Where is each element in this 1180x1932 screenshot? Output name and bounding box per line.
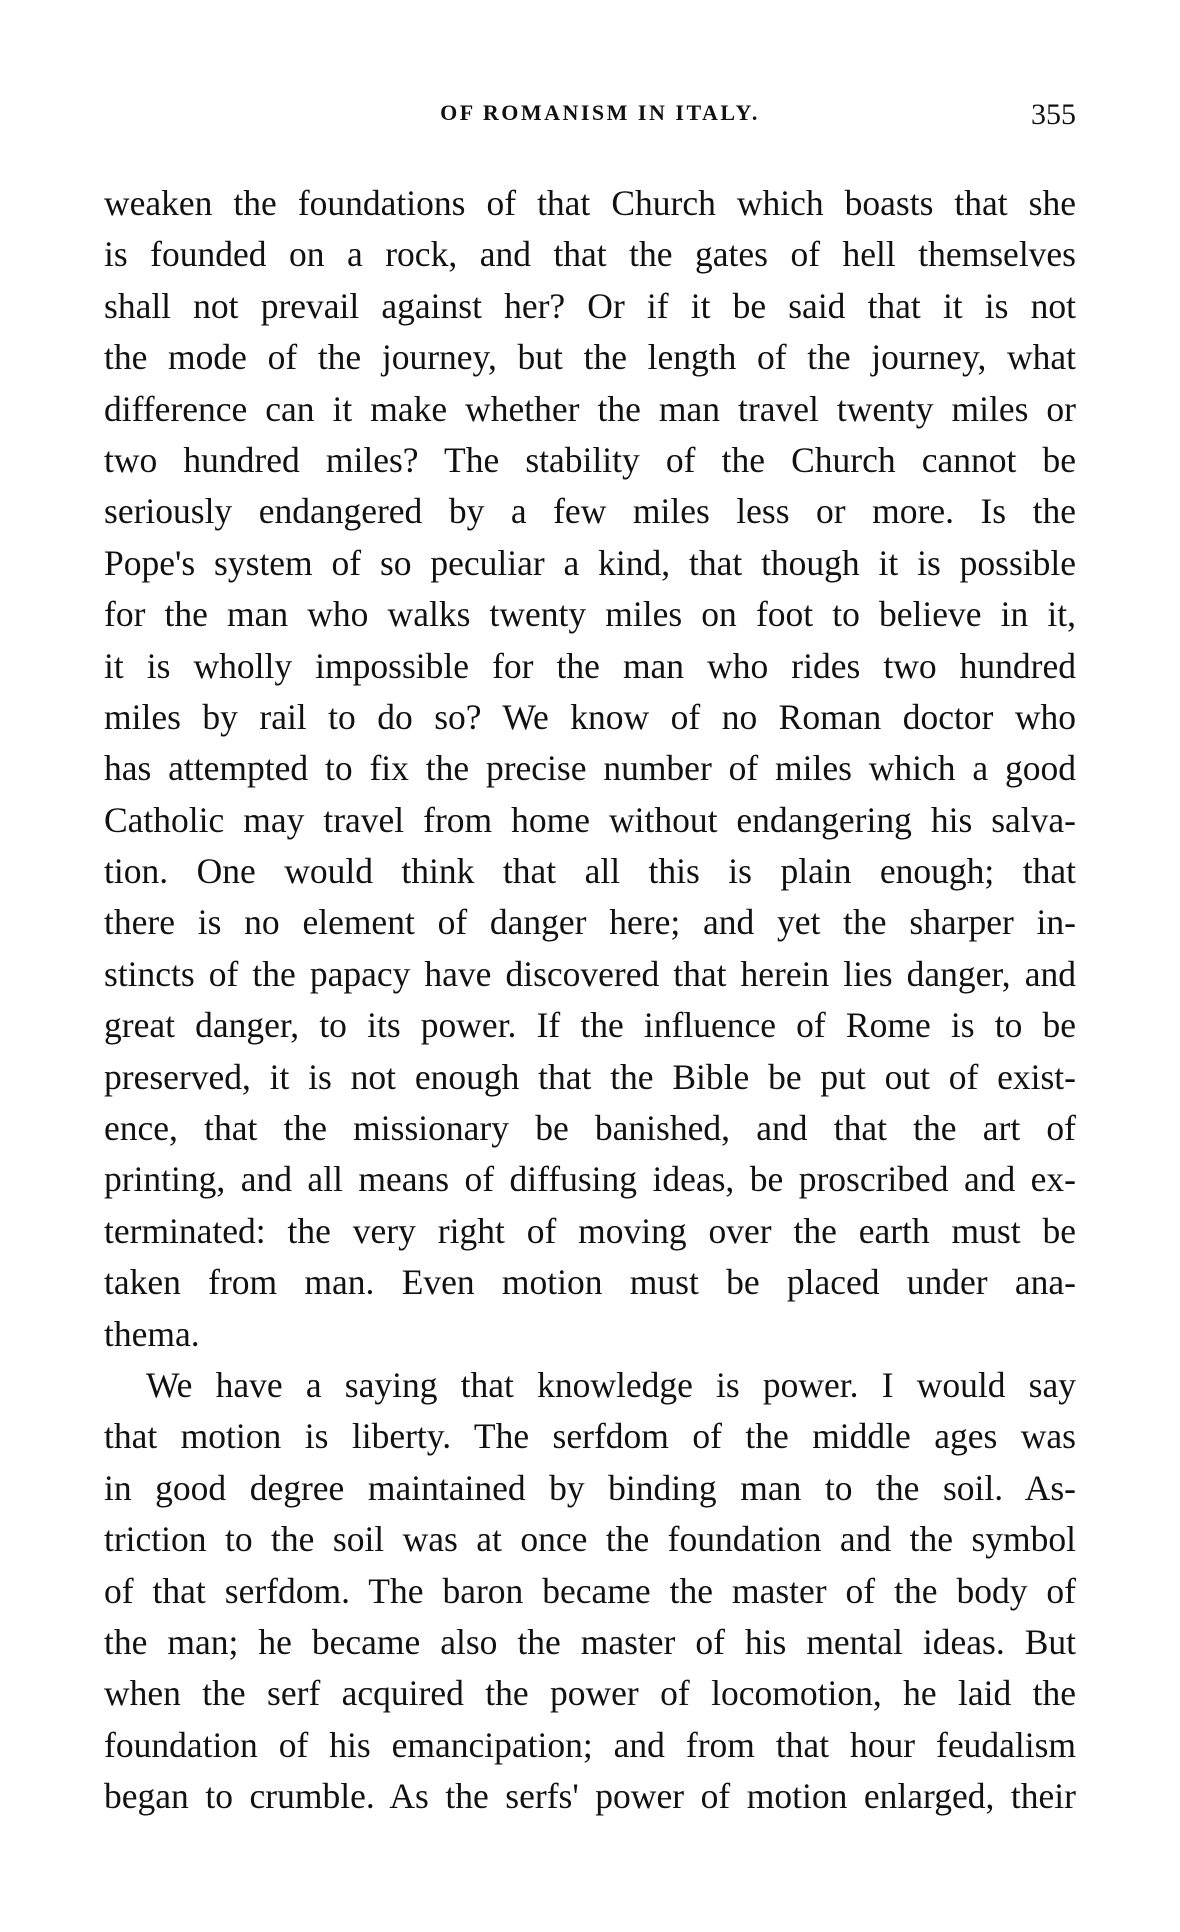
page-number: 355 — [1031, 98, 1076, 131]
text-line: is founded on a rock, and that the gates of hell themselves — [104, 234, 1076, 275]
running-head-title: OF ROMANISM IN ITALY. — [440, 100, 760, 125]
text-line: that motion is liberty. The serfdom of the middle ages was — [104, 1416, 1076, 1457]
text-line: ence, that the missionary be banished, and that the art of — [104, 1108, 1076, 1149]
text-line: difference can it make whether the man travel twenty miles or — [104, 388, 1076, 429]
body-text — [104, 178, 1076, 1823]
text-line: in good degree maintained by binding man to the soil. As- — [104, 1467, 1076, 1508]
text-line: seriously endangered by a few miles less or more. Is the — [104, 491, 1076, 532]
text-line: weaken the foundations of that Church which boasts that she — [104, 183, 1076, 223]
text-line-paragraph-end: thema. — [104, 1313, 200, 1354]
text-line: it is wholly impossible for the man who rides two hundred — [104, 645, 1076, 686]
running-head — [104, 98, 1076, 132]
text-line: terminated: the very right of moving over the earth must be — [104, 1210, 1076, 1251]
text-line-paragraph-start: We have a saying that knowledge is power. I would say — [146, 1364, 1076, 1405]
text-line: Catholic may travel from home without endangering his salva- — [104, 799, 1076, 840]
text-line: preserved, it is not enough that the Bible be put out of exist- — [104, 1056, 1076, 1097]
text-line: taken from man. Even motion must be placed under ana- — [104, 1262, 1076, 1303]
text-line: shall not prevail against her? Or if it be said that it is not — [104, 285, 1076, 326]
text-line: began to crumble. As the serfs' power of motion enlarged, their — [104, 1776, 1076, 1817]
text-line: there is no element of danger here; and yet the sharper in- — [104, 902, 1076, 943]
text-line: when the serf acquired the power of locomotion, he laid the — [104, 1673, 1076, 1714]
text-line: the mode of the journey, but the length of the journey, what — [104, 337, 1076, 378]
text-line: foundation of his emancipation; and from that hour feudalism — [104, 1724, 1076, 1765]
text-line: triction to the soil was at once the foundation and the symbol — [104, 1519, 1076, 1560]
text-line: miles by rail to do so? We know of no Roman doctor who — [104, 696, 1076, 737]
text-line: the man; he became also the master of his mental ideas. But — [104, 1621, 1076, 1662]
text-line: two hundred miles? The stability of the Church cannot be — [104, 439, 1076, 480]
text-line: Pope's system of so peculiar a kind, that though it is possible — [104, 542, 1076, 583]
text-line: stincts of the papacy have discovered that herein lies danger, and — [104, 953, 1076, 994]
text-line: tion. One would think that all this is plain enough; that — [104, 851, 1076, 892]
text-line: great danger, to its power. If the influence of Rome is to be — [104, 1005, 1076, 1046]
text-line: for the man who walks twenty miles on foot to believe in it, — [104, 594, 1076, 635]
text-line: has attempted to fix the precise number of miles which a good — [104, 748, 1076, 789]
text-line: printing, and all means of diffusing ideas, be proscribed and ex- — [104, 1159, 1076, 1200]
text-line: of that serfdom. The baron became the master of the body of — [104, 1570, 1076, 1611]
